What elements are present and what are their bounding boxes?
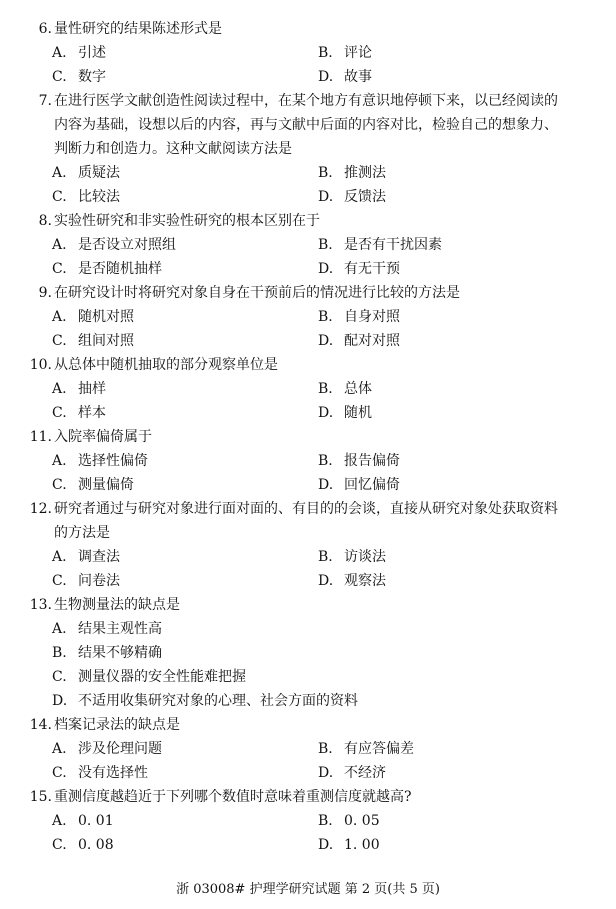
option-text: 涉及伦理问题	[78, 741, 162, 757]
option-text: 调查法	[78, 549, 120, 565]
option-text: 不经济	[344, 765, 386, 781]
option-letter: C.	[52, 405, 67, 421]
option-row	[26, 473, 586, 497]
option-text: 访谈法	[344, 549, 386, 565]
option-letter: D.	[318, 573, 334, 589]
option-text: 0. 01	[78, 813, 114, 829]
option-letter: A.	[52, 45, 67, 61]
question-stem	[26, 593, 586, 617]
question-8	[26, 209, 586, 281]
question-number: 8.	[38, 213, 52, 229]
option-row	[26, 377, 586, 401]
option-b	[318, 449, 400, 473]
option-row	[26, 737, 586, 761]
option-row	[26, 329, 586, 353]
option-text: 是否设立对照组	[78, 237, 176, 253]
option-d	[318, 761, 386, 785]
option-row	[26, 569, 586, 593]
option-text: 回忆偏倚	[344, 477, 400, 493]
option-d	[318, 401, 372, 425]
question-10	[26, 353, 586, 425]
option-row	[26, 257, 586, 281]
option-letter: B.	[318, 309, 333, 325]
options-list	[26, 161, 586, 209]
option-text: 选择性偏倚	[78, 453, 148, 469]
option-text: 测量仪器的安全性能难把握	[78, 669, 246, 685]
option-b	[318, 737, 414, 761]
question-9	[26, 281, 586, 353]
option-row	[26, 233, 586, 257]
option-row	[26, 665, 586, 689]
option-row	[26, 761, 586, 785]
option-text: 配对对照	[344, 333, 400, 349]
question-number: 10.	[29, 357, 52, 373]
options-list	[26, 377, 586, 425]
option-a	[52, 233, 176, 257]
option-letter: B.	[318, 741, 333, 757]
stem-text: 入院率偏倚属于	[54, 429, 152, 445]
option-letter: A.	[52, 237, 67, 253]
option-letter: D.	[52, 693, 68, 709]
option-text: 问卷法	[78, 573, 120, 589]
options-list	[26, 41, 586, 89]
option-row	[26, 161, 586, 185]
option-a	[52, 305, 134, 329]
question-number: 9.	[38, 285, 52, 301]
option-d	[318, 569, 386, 593]
option-letter: A.	[52, 813, 67, 829]
option-text: 是否有干扰因素	[344, 237, 442, 253]
option-d	[318, 473, 400, 497]
stem-text: 档案记录法的缺点是	[54, 717, 180, 733]
option-a	[52, 617, 162, 641]
option-letter: C.	[52, 837, 67, 853]
option-b	[318, 545, 386, 569]
option-a	[52, 809, 114, 833]
option-letter: D.	[318, 69, 334, 85]
option-letter: C.	[52, 573, 67, 589]
stem-text: 重测信度越趋近于下列哪个数值时意味着重测信度就越高?	[54, 789, 412, 805]
option-letter: D.	[318, 189, 334, 205]
option-letter: C.	[52, 333, 67, 349]
stem-text: 在进行医学文献创造性阅读过程中，在某个地方有意识地停顿下来，以已经阅读的	[54, 93, 558, 109]
option-letter: D.	[318, 333, 334, 349]
option-b	[318, 161, 386, 185]
option-letter: C.	[52, 189, 67, 205]
option-c	[52, 257, 162, 281]
option-text: 总体	[344, 381, 372, 397]
option-letter: A.	[52, 741, 67, 757]
option-text: 质疑法	[78, 165, 120, 181]
question-stem	[26, 425, 586, 449]
question-number: 12.	[29, 501, 52, 517]
option-letter: B.	[318, 453, 333, 469]
option-c	[52, 401, 106, 425]
option-row	[26, 449, 586, 473]
option-row	[26, 689, 586, 713]
question-stem	[26, 89, 586, 113]
option-c	[52, 185, 120, 209]
stem-text: 量性研究的结果陈述形式是	[54, 21, 222, 37]
option-letter: A.	[52, 453, 67, 469]
option-c	[52, 329, 134, 353]
question-11	[26, 425, 586, 497]
option-text: 评论	[344, 45, 372, 61]
option-text: 随机对照	[78, 309, 134, 325]
question-7	[26, 89, 586, 209]
option-c	[52, 833, 114, 857]
option-b	[318, 41, 372, 65]
option-text: 有无干预	[344, 261, 400, 277]
option-text: 是否随机抽样	[78, 261, 162, 277]
question-stem-continued	[26, 137, 586, 161]
option-c	[52, 761, 148, 785]
question-stem	[26, 497, 586, 521]
option-letter: A.	[52, 309, 67, 325]
option-text: 不适用收集研究对象的心理、社会方面的资料	[78, 693, 358, 709]
question-number: 13.	[29, 597, 52, 613]
option-text: 引述	[78, 45, 106, 61]
option-letter: B.	[318, 549, 333, 565]
option-row	[26, 641, 586, 665]
option-text: 结果不够精确	[78, 645, 162, 661]
option-letter: A.	[52, 549, 67, 565]
option-text: 自身对照	[344, 309, 400, 325]
option-row	[26, 305, 586, 329]
question-stem-continued	[26, 113, 586, 137]
question-12	[26, 497, 586, 593]
option-a	[52, 161, 120, 185]
option-row	[26, 617, 586, 641]
option-row	[26, 833, 586, 857]
option-a	[52, 377, 106, 401]
option-b	[318, 377, 372, 401]
option-text: 比较法	[78, 189, 120, 205]
stem-text: 从总体中随机抽取的部分观察单位是	[54, 357, 278, 373]
option-text: 数字	[78, 69, 106, 85]
option-a	[52, 545, 120, 569]
question-number: 15.	[29, 789, 52, 805]
option-text: 故事	[344, 69, 372, 85]
stem-text: 生物测量法的缺点是	[54, 597, 180, 613]
option-b	[318, 305, 400, 329]
option-d	[318, 185, 386, 209]
question-stem	[26, 785, 586, 809]
option-letter: B.	[318, 165, 333, 181]
question-number: 11.	[29, 429, 52, 445]
option-letter: A.	[52, 165, 67, 181]
option-letter: B.	[318, 813, 333, 829]
stem-text: 的方法是	[54, 525, 110, 541]
option-row	[26, 545, 586, 569]
option-text: 0. 05	[344, 813, 380, 829]
option-text: 测量偏倚	[78, 477, 134, 493]
option-row	[26, 185, 586, 209]
question-stem-continued	[26, 521, 586, 545]
question-stem	[26, 17, 586, 41]
question-6	[26, 17, 586, 89]
option-letter: C.	[52, 69, 67, 85]
option-b	[52, 641, 162, 665]
stem-text: 实验性研究和非实验性研究的根本区别在于	[54, 213, 320, 229]
question-number: 6.	[38, 21, 52, 37]
option-letter: D.	[318, 261, 334, 277]
option-text: 抽样	[78, 381, 106, 397]
option-text: 0. 08	[78, 837, 114, 853]
option-letter: C.	[52, 669, 67, 685]
option-d	[318, 65, 372, 89]
option-text: 随机	[344, 405, 372, 421]
question-stem	[26, 209, 586, 233]
options-list	[26, 449, 586, 497]
option-b	[318, 809, 380, 833]
options-list	[26, 737, 586, 785]
option-letter: B.	[318, 237, 333, 253]
option-text: 没有选择性	[78, 765, 148, 781]
option-text: 报告偏倚	[344, 453, 400, 469]
options-list	[26, 809, 586, 857]
question-15	[26, 785, 586, 857]
question-stem	[26, 281, 586, 305]
stem-text: 判断力和创造力。这种文献阅读方法是	[54, 141, 292, 157]
option-d	[52, 689, 358, 713]
option-c	[52, 569, 120, 593]
option-text: 结果主观性高	[78, 621, 162, 637]
option-letter: B.	[318, 45, 333, 61]
option-d	[318, 257, 400, 281]
option-text: 1. 00	[344, 837, 380, 853]
option-letter: C.	[52, 477, 67, 493]
option-text: 样本	[78, 405, 106, 421]
option-letter: B.	[52, 645, 67, 661]
option-d	[318, 833, 380, 857]
option-text: 推测法	[344, 165, 386, 181]
option-a	[52, 41, 106, 65]
option-d	[318, 329, 400, 353]
option-text: 反馈法	[344, 189, 386, 205]
option-c	[52, 65, 106, 89]
option-c	[52, 473, 134, 497]
option-text: 有应答偏差	[344, 741, 414, 757]
option-letter: D.	[318, 477, 334, 493]
question-13	[26, 593, 586, 713]
option-letter: D.	[318, 837, 334, 853]
options-list	[26, 545, 586, 593]
option-letter: D.	[318, 405, 334, 421]
question-14	[26, 713, 586, 785]
stem-text: 内容为基础，设想以后的内容，再与文献中后面的内容对比，检验自己的想象力、	[54, 117, 558, 133]
option-row	[26, 41, 586, 65]
page-footer: 浙 03008# 护理学研究试题 第 2 页(共 5 页)	[176, 882, 440, 897]
option-letter: C.	[52, 765, 67, 781]
question-number: 7.	[38, 93, 52, 109]
option-letter: A.	[52, 621, 67, 637]
option-letter: C.	[52, 261, 67, 277]
option-row	[26, 65, 586, 89]
option-letter: D.	[318, 765, 334, 781]
options-list	[26, 233, 586, 281]
option-letter: B.	[318, 381, 333, 397]
option-a	[52, 449, 148, 473]
option-text: 观察法	[344, 573, 386, 589]
option-c	[52, 665, 246, 689]
option-text: 组间对照	[78, 333, 134, 349]
option-a	[52, 737, 162, 761]
option-row	[26, 401, 586, 425]
option-letter: A.	[52, 381, 67, 397]
question-stem	[26, 353, 586, 377]
option-row	[26, 809, 586, 833]
options-list	[26, 617, 586, 713]
option-b	[318, 233, 442, 257]
stem-text: 在研究设计时将研究对象自身在干预前后的情况进行比较的方法是	[54, 285, 460, 301]
question-stem	[26, 713, 586, 737]
options-list	[26, 305, 586, 353]
stem-text: 研究者通过与研究对象进行面对面的、有目的的会谈，直接从研究对象处获取资料	[54, 501, 558, 517]
question-number: 14.	[29, 717, 52, 733]
